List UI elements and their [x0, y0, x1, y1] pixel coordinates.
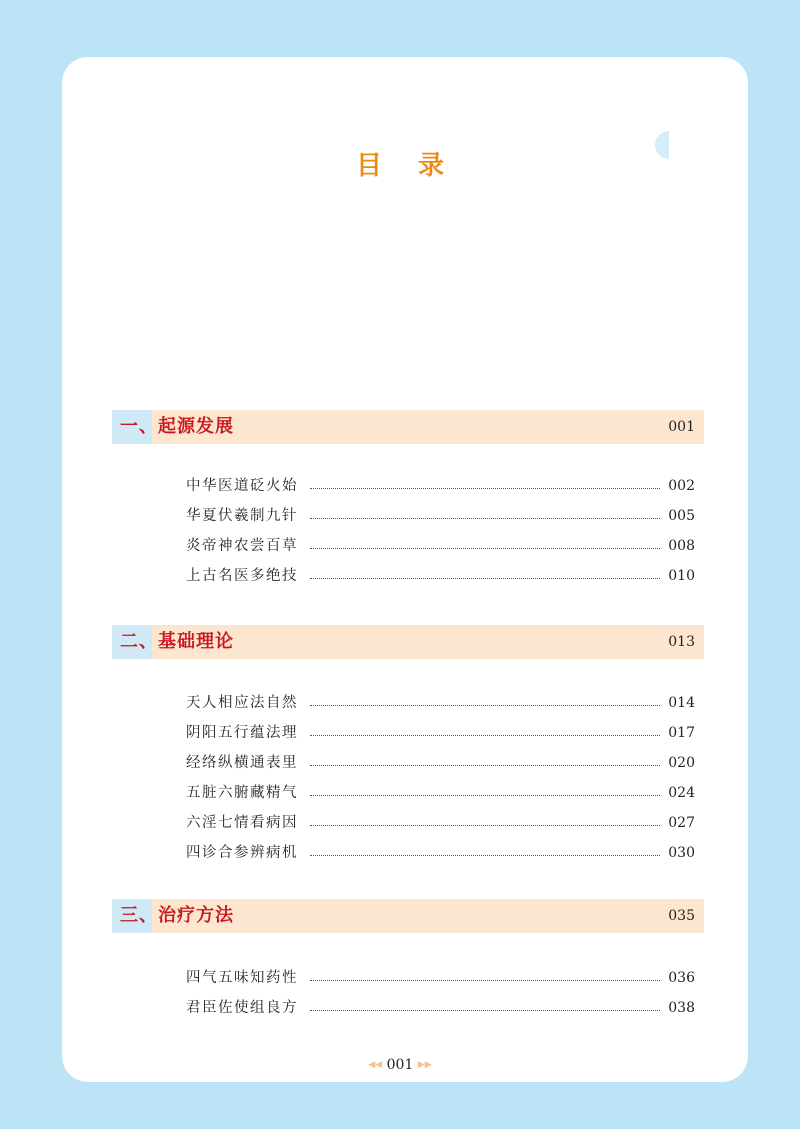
- section-title: 二、基础理论: [120, 631, 234, 652]
- dot-leader: [310, 795, 660, 796]
- toc-entry[interactable]: [112, 688, 704, 718]
- entry-title: 君臣佐使组良方: [186, 1000, 298, 1016]
- toc-entry[interactable]: [112, 838, 704, 868]
- toc-entry[interactable]: [112, 778, 704, 808]
- entry-page-number: 030: [668, 845, 695, 861]
- toc-entry[interactable]: [112, 963, 704, 993]
- toc-entry[interactable]: [112, 993, 704, 1023]
- entry-page-number: 010: [668, 568, 695, 584]
- toc-entry[interactable]: [112, 561, 704, 591]
- toc-section: [112, 410, 704, 591]
- section-header[interactable]: [112, 899, 704, 933]
- dot-leader: [310, 518, 660, 519]
- dot-leader: [310, 855, 660, 856]
- entry-title: 华夏伏羲制九针: [186, 508, 298, 524]
- entry-page-number: 020: [668, 755, 695, 771]
- toc-entry[interactable]: [112, 718, 704, 748]
- section-page-number: 035: [668, 908, 695, 924]
- section-header[interactable]: [112, 410, 704, 444]
- entry-title: 经络纵横通表里: [186, 755, 298, 771]
- entry-page-number: 038: [668, 1000, 695, 1016]
- toc-section: [112, 625, 704, 868]
- entry-page-number: 027: [668, 815, 695, 831]
- page-title: 目录: [355, 151, 480, 181]
- entry-list: [112, 471, 704, 591]
- entry-page-number: 002: [668, 478, 695, 494]
- entry-page-number: 036: [668, 970, 695, 986]
- entry-title: 四诊合参辨病机: [186, 845, 298, 861]
- entry-title: 炎帝神农尝百草: [186, 538, 298, 554]
- left-arrow-icon: ◀◀: [368, 1060, 383, 1070]
- dot-leader: [310, 735, 660, 736]
- page-footer: [0, 1057, 800, 1073]
- entry-title: 阴阳五行蕴法理: [186, 725, 298, 741]
- section-title: 三、治疗方法: [120, 905, 234, 926]
- footer-page-number: 001: [386, 1057, 414, 1073]
- dot-leader: [310, 825, 660, 826]
- toc-entry[interactable]: [112, 531, 704, 561]
- dot-leader: [310, 578, 660, 579]
- dot-leader: [310, 1010, 660, 1011]
- entry-title: 五脏六腑藏精气: [186, 785, 298, 801]
- toc-entry[interactable]: [112, 748, 704, 778]
- entry-list: [112, 963, 704, 1023]
- entry-page-number: 017: [668, 725, 695, 741]
- dot-leader: [310, 705, 660, 706]
- entry-page-number: 008: [668, 538, 695, 554]
- entry-title: 中华医道砭火始: [186, 478, 298, 494]
- dot-leader: [310, 765, 660, 766]
- section-title: 一、起源发展: [120, 416, 234, 437]
- section-page-number: 013: [668, 634, 695, 650]
- dot-leader: [310, 548, 660, 549]
- right-arrow-icon: ▶▶: [417, 1060, 432, 1070]
- entry-page-number: 014: [668, 695, 695, 711]
- section-page-number: 001: [668, 419, 695, 435]
- entry-title: 上古名医多绝技: [186, 568, 298, 584]
- entry-page-number: 024: [668, 785, 695, 801]
- entry-list: [112, 688, 704, 868]
- toc-entry[interactable]: [112, 471, 704, 501]
- entry-title: 六淫七情看病因: [186, 815, 298, 831]
- dot-leader: [310, 980, 660, 981]
- toc-section: [112, 899, 704, 1023]
- entry-title: 四气五味知药性: [186, 970, 298, 986]
- entry-title: 天人相应法自然: [186, 695, 298, 711]
- section-header[interactable]: [112, 625, 704, 659]
- toc-entry[interactable]: [112, 501, 704, 531]
- toc-entry[interactable]: [112, 808, 704, 838]
- dot-leader: [310, 488, 660, 489]
- entry-page-number: 005: [668, 508, 695, 524]
